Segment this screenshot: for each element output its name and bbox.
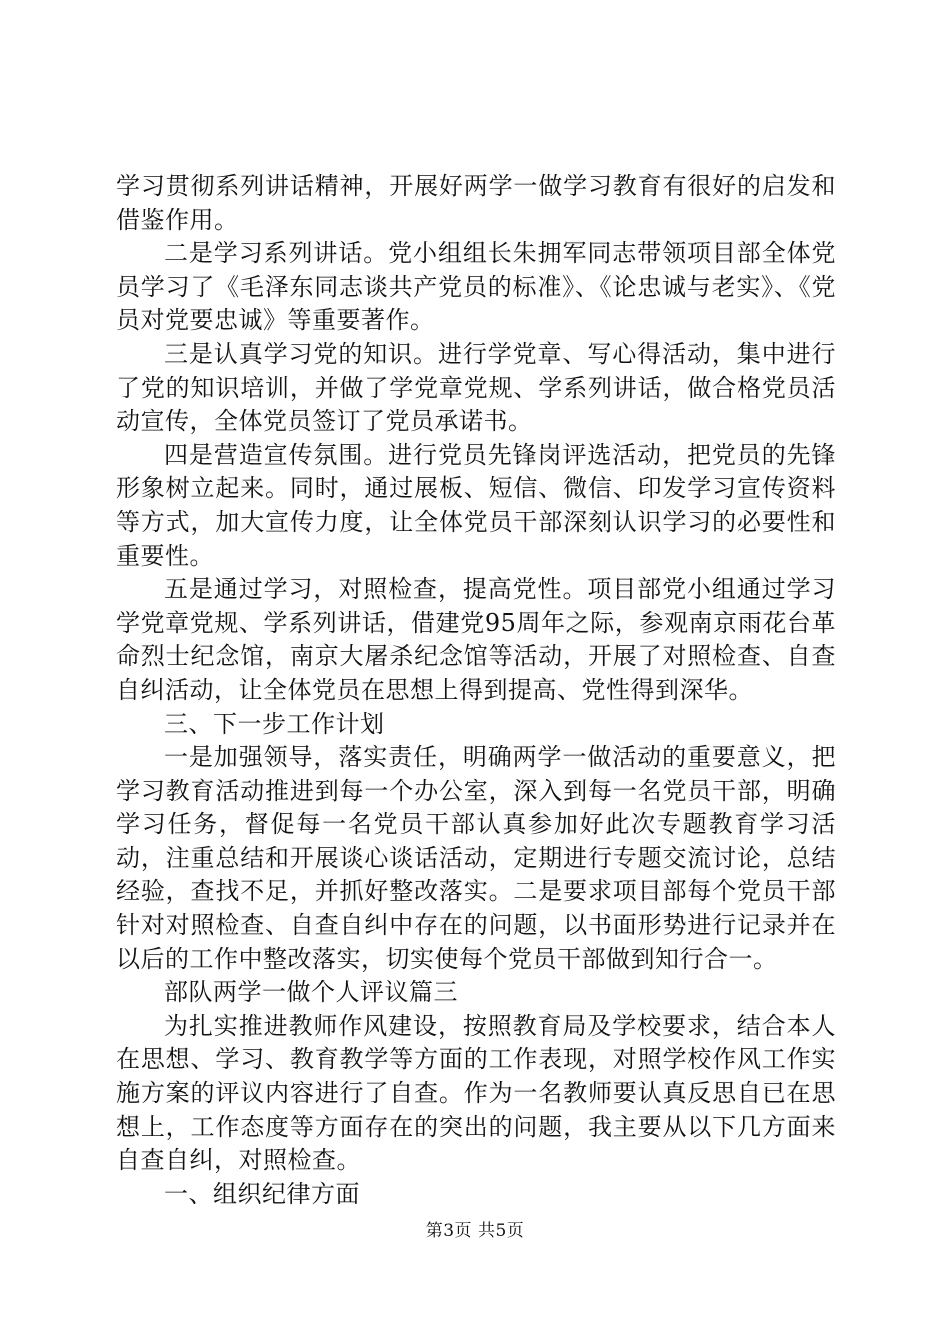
paragraph-1: 学习贯彻系列讲话精神，开展好两学一做学习教育有很好的启发和借鉴作用。	[116, 172, 836, 234]
paragraph-5: 五是通过学习，对照检查，提高党性。项目部党小组通过学习学党章党规、学系列讲话，借建党95周年之际，参观南京雨花台革命烈士纪念馆，南京大屠杀纪念馆等活动，开展了对照检查、自查自纠活动，让全体党员在思想上得到提高、党性得到深华。	[116, 575, 836, 704]
page-footer: 第3页 共5页	[425, 1221, 525, 1241]
document-body	[116, 170, 836, 1211]
paragraph-7: 为扎实推进教师作风建设，按照教育局及学校要求，结合本人在思想、学习、教育教学等方面的工作表现，对照学校作风工作实施方案的评议内容进行了自查。作为一名教师要认真反思自已在思想上，工作态度等方面存在的突出的问题，我主要从以下几方面来自查自纠，对照检查。	[116, 1011, 836, 1175]
paragraph-6: 一是加强领导，落实责任，明确两学一做活动的重要意义，把学习教育活动推进到每一个办公室，深入到每一名党员干部，明确学习任务，督促每一名党员干部认真参加好此次专题教育学习活动，注重总结和开展谈心谈话活动，定期进行专题交流讨论，总结经验，查找不足，并抓好整改落实。二是要求项目部每个党员干部针对对照检查、自查自纠中存在的问题，以书面形势进行记录并在以后的工作中整改落实，切实使每个党员干部做到知行合一。	[116, 743, 836, 973]
article-title: 部队两学一做个人评议篇三	[164, 978, 458, 1007]
section-heading-discipline: 一、组织纪律方面	[164, 1179, 360, 1208]
paragraph-4: 四是营造宣传氛围。进行党员先锋岗评选活动，把党员的先锋形象树立起来。同时，通过展板、短信、微信、印发学习宣传资料等方式，加大宣传力度，让全体党员干部深刻认识学习的必要性和重要性。	[116, 440, 836, 570]
paragraph-2: 二是学习系列讲话。党小组组长朱拥军同志带领项目部全体党员学习了《毛泽东同志谈共产党员的标准》、《论忠诚与老实》、《党员对党要忠诚》等重要著作。	[116, 239, 836, 335]
section-heading-plan: 三、下一步工作计划	[164, 709, 385, 738]
paragraph-3: 三是认真学习党的知识。进行学党章、写心得活动，集中进行了党的知识培训，并做了学党章党规、学系列讲话，做合格党员活动宣传，全体党员签订了党员承诺书。	[116, 339, 836, 436]
